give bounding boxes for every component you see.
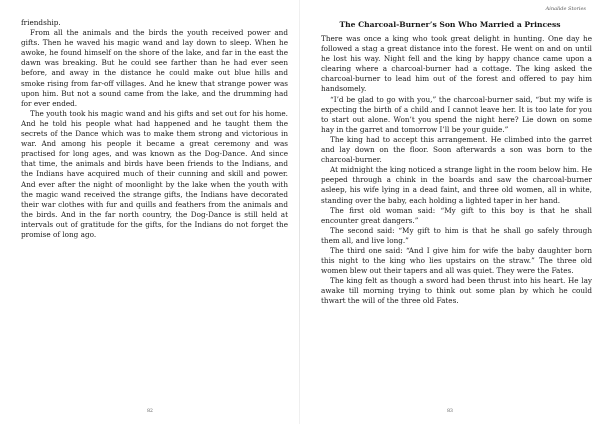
paragraph: From all the animals and the birds the youth received power and gifts. Then he waved his magic wand and lay down to sleep. When he awoke, he found himself on the shore of the lake, and far in the east the dawn was breaking. But he could see farther than he had ever seen before, and away in the distance he could make out blue hills and smoke rising from far-off villages. And he knew that strange power was upon him. But not a sound came from the lake, and the drumming had for ever ended. (21, 28, 288, 108)
paragraph: The second said: “My gift to him is that he shall go safely through them all, and live long.” (321, 225, 592, 245)
paragraph: The king felt as though a sword had been thrust into his heart. He lay awake till morning trying to think out some plan by which he could thwart the will of the three old Fates. (321, 276, 592, 306)
chapter-title: The Charcoal-Burner’s Son Who Married a Princess (339, 20, 561, 29)
page-number: 83 (447, 409, 453, 414)
right-page (300, 0, 600, 424)
paragraph: The youth took his magic wand and his gifts and set out for his home. And he told his people what had happened and he taught them the secrets of the Dance which was to make them strong and victorious in war. And among his people it became a great ceremony and was practised for long ages, and was known as the Dog-Dance. And since that time, the animals and birds have been friends to the Indians, and the Indians have acquired much of their cunning and skill and power. And ever after the night of moonlight by the lake when the youth with the magic wand received the strange gifts, the Indians have decorated their war clothes with fur and quills and feathers from the animals and the birds. And in the far north country, the Dog-Dance is still held at intervals out of gratitude for the gifts, for the Indians do not forget the promise of long ago. (21, 108, 288, 239)
paragraph: “I’d be glad to go with you,” the charcoal-burner said, “but my wife is expecting the birth of a child and I cannot leave her. It is too late for you to start out alone. Won’t you spend the night here? Lie down on some hay in the garret and tomorrow I’ll be your guide.” (321, 94, 592, 134)
paragraph: There was once a king who took great delight in hunting. One day he followed a stag a great distance into the forest. He went on and on until he lost his way. Night fell and the king by happy chance came upon a clearing where a charcoal-burner had a cottage. The king asked the charcoal-burner to lead him out of the forest and offered to pay him handsomely. (321, 34, 592, 94)
paragraph: The king had to accept this arrangement. He climbed into the garret and lay down on the floor. Soon afterwards a son was born to the charcoal-burner. (321, 134, 592, 165)
paragraph: The first old woman said: “My gift to this boy is that he shall encounter great dangers.” (321, 205, 592, 225)
left-page-text (21, 18, 288, 240)
page-number: 82 (147, 409, 153, 414)
paragraph: At midnight the king noticed a strange light in the room below him. He peeped through a chink in the boards and saw the charcoal-burner asleep, his wife lying in a dead faint, and three old women, all in white, standing over the baby, each holding a lighted taper in her hand. (321, 165, 592, 205)
right-page-text (321, 34, 592, 307)
running-head: Ainalide Stories (545, 6, 586, 12)
paragraph: friendship. (21, 18, 61, 27)
paragraph: The third one said: “And I give him for wife the baby daughter born this night to the king who lies upstairs on the straw.” The three old women blew out their tapers and all was quiet. They were the Fates. (321, 245, 592, 276)
